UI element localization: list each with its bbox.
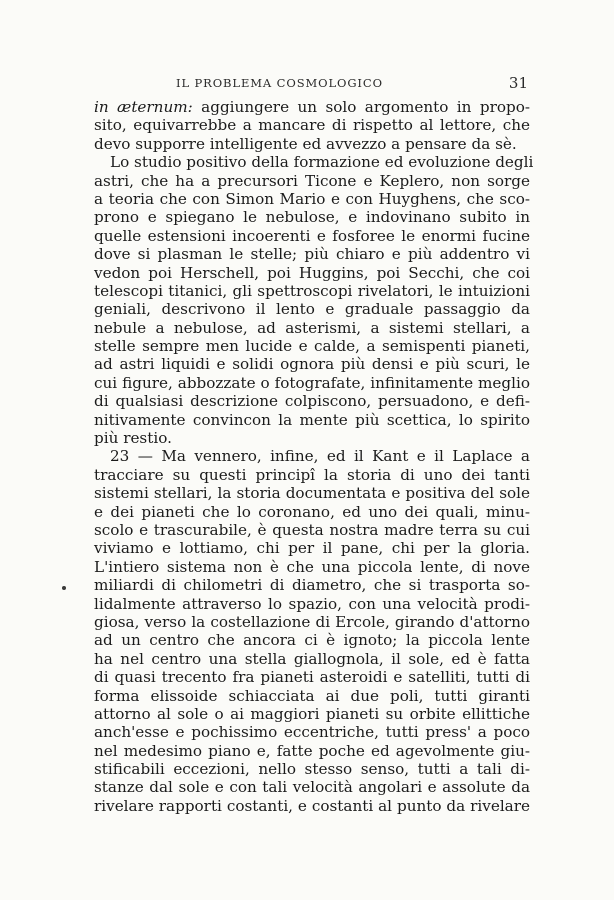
text-line: di qualsiasi descrizione colpiscono, persuadono, e defi-: [94, 392, 530, 411]
text-line: scolo e trascurabile, è questa nostra madre terra su cui: [94, 520, 530, 539]
text-line: di quasi trecento fra pianeti asteroidi e satelliti, tutti di: [94, 668, 530, 687]
text-line: dove si plasman le stelle; più chiaro e più addentro vi: [94, 245, 530, 264]
paragraph-start: Lo studio positivo della formazione ed evoluzione degli: [110, 153, 534, 172]
page-number: 31: [508, 74, 528, 92]
text-line: quelle estensioni incoerenti e fosforee le enormi fucine: [94, 226, 530, 245]
text-line: rivelare rapporti costanti, e costanti al punto da rivelare: [94, 796, 530, 815]
text-line: stelle sempre men lucide e calde, a semispenti pianeti,: [94, 337, 530, 356]
text-line: devo supporre intelligente ed avvezzo a pensare da sè.: [94, 134, 517, 153]
text-line: vedon poi Herschell, poi Huggins, poi Secchi, che coi: [94, 263, 530, 282]
paragraph-end: più restio.: [94, 429, 172, 448]
text-line: viviamo e lottiamo, chi per il pane, chi per la gloria.: [94, 539, 530, 558]
text-line: giosa, verso la costellazione di Ercole, girando d'attorno: [94, 612, 530, 631]
running-head: [96, 76, 528, 96]
text-line: prono e spiegano le nebulose, e indovinano subito in: [94, 208, 530, 227]
text-line: anch'esse e pochissimo eccentriche, tutti press' a poco: [94, 723, 530, 742]
text-line-1: [94, 98, 530, 116]
text-line: sistemi stellari, la storia documentata e positiva del sole: [94, 484, 530, 503]
text-line: stificabili eccezioni, nello stesso senso, tutti a tali di-: [94, 760, 530, 779]
text-line: stanze dal sole e con tali velocità angolari e assolute da: [94, 778, 530, 797]
text-line: astri, che ha a precursori Ticone e Keplero, non sorge: [94, 171, 530, 190]
text-line: lidalmente attraverso lo spazio, con una velocità prodi-: [94, 594, 530, 613]
text-line: attorno al sole o ai maggiori pianeti su orbite ellittiche: [94, 704, 530, 723]
latin-phrase: in æternum:: [94, 98, 193, 116]
text-line: e dei pianeti che lo coronano, ed uno dei quali, minu-: [94, 502, 530, 521]
text-line: nebule a nebulose, ad asterismi, a sistemi stellari, a: [94, 318, 530, 337]
body-text: [94, 98, 534, 815]
text-line: ha nel centro una stella giallognola, il sole, ed è fatta: [94, 649, 530, 668]
text-line: nel medesimo piano e, fatte poche ed agevolmente giu-: [94, 741, 530, 760]
text-line: a teoria che con Simon Mario e con Huyghens, che sco-: [94, 189, 530, 208]
text-line: ad un centro che ancora ci è ignoto; la piccola lente: [94, 631, 530, 650]
margin-speck: [62, 586, 66, 590]
text-line: geniali, descrivono il lento e graduale passaggio da: [94, 300, 530, 319]
paragraph-start: 23 — Ma vennero, infine, ed il Kant e il Laplace a: [110, 447, 530, 466]
text-line: L'intiero sistema non è che una piccola lente, di nove: [94, 557, 530, 576]
text-line: ad astri liquidi e solidi ognora più densi e più scuri, le: [94, 355, 530, 374]
text-line: tracciare su questi principî la storia di uno dei tanti: [94, 465, 530, 484]
text-line: sito, equivarrebbe a mancare di rispetto al lettore, che: [94, 116, 530, 135]
text-line: telescopi titanici, gli spettroscopi rivelatori, le intuizioni: [94, 281, 530, 300]
text-line: cui figure, abbozzate o fotografate, infinitamente meglio: [94, 373, 530, 392]
text-line: nitivamente convincon la mente più scettica, lo spirito: [94, 410, 530, 429]
running-title: IL PROBLEMA COSMOLOGICO: [176, 76, 383, 90]
text-line-1-rest: aggiungere un solo argomento in propo-: [192, 98, 530, 116]
text-line: forma elissoide schiacciata ai due poli, tutti giranti: [94, 686, 530, 705]
text-line: miliardi di chilometri di diametro, che si trasporta so-: [94, 576, 530, 595]
